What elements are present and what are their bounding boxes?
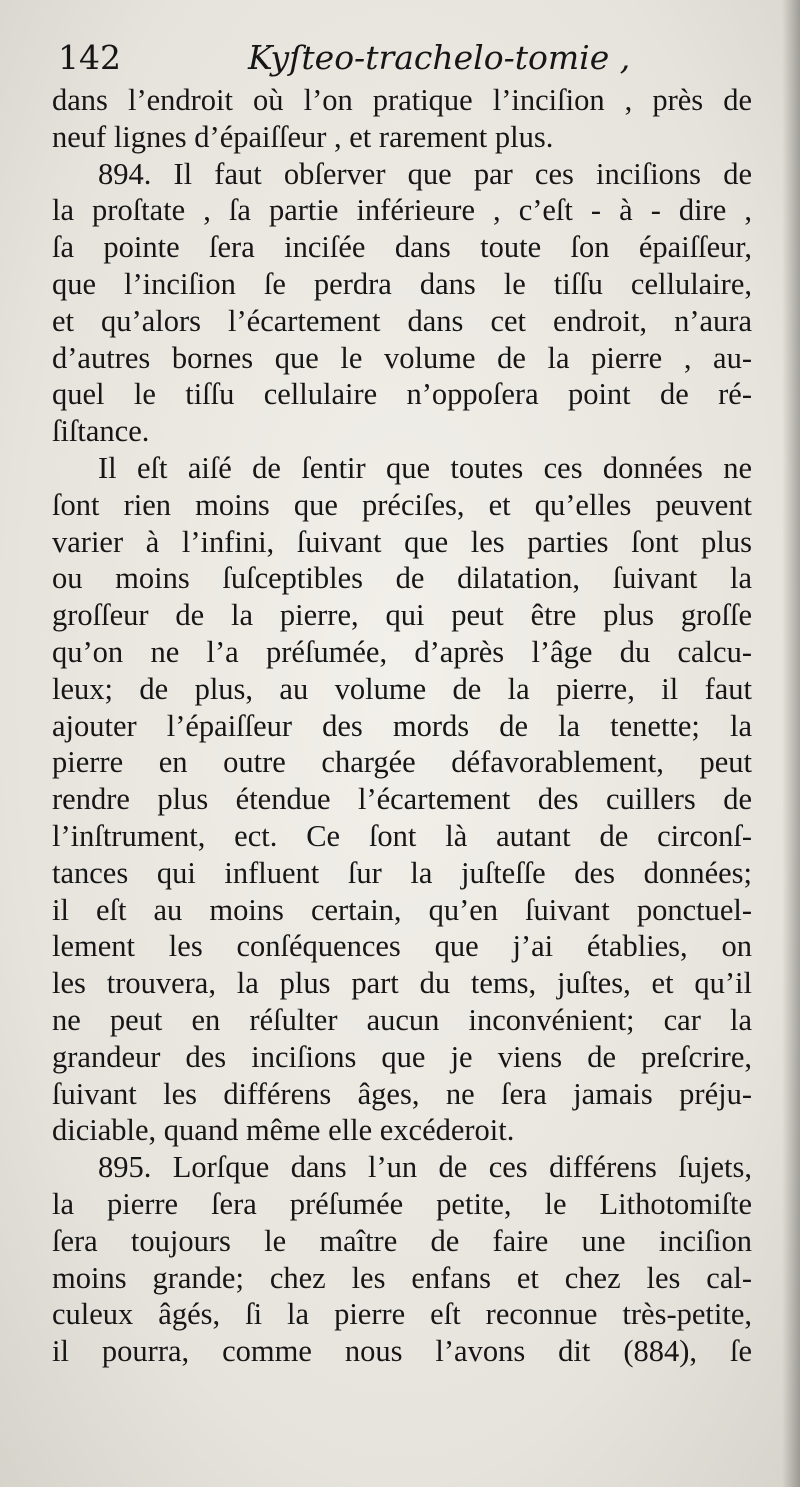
text-line: il eſt au moins certain, qu’en ſuivant ponctuel- bbox=[52, 892, 752, 927]
text-line: groſſeur de la pierre, qui peut être plus groſſe bbox=[52, 598, 752, 633]
text-line: varier à l’infini, ſuivant que les parties ſont plus bbox=[52, 524, 752, 559]
text-line: moins grande; chez les enfans et chez les cal- bbox=[52, 1260, 752, 1295]
text-line: 895. Lorſque dans l’un de ces différens ſujets, bbox=[98, 1150, 752, 1185]
text-line: culeux âgés, ſi la pierre eſt reconnue très-petite, bbox=[52, 1297, 752, 1332]
text-line: ne peut en réſulter aucun inconvénient; car la bbox=[52, 1002, 752, 1037]
text-line: rendre plus étendue l’écartement des cuillers de bbox=[52, 782, 752, 817]
text-line: quel le tiſſu cellulaire n’oppoſera point de ré- bbox=[52, 377, 752, 412]
text-line: ſiſtance. bbox=[52, 414, 150, 449]
text-line: leux; de plus, au volume de la pierre, il faut bbox=[52, 671, 752, 706]
text-line: ſera toujours le maître de faire une inciſion bbox=[52, 1223, 752, 1258]
text-line: la proſtate , ſa partie inférieure , c’eſt - à - dire , bbox=[52, 193, 752, 228]
text-line: tances qui influent ſur la juſteſſe des données; bbox=[52, 855, 752, 890]
running-head: Kyſteo-trachelo-tomie , bbox=[248, 38, 631, 77]
text-line: ajouter l’épaiſſeur des mords de la tenette; la bbox=[52, 708, 752, 743]
text-line: ſuivant les différens âges, ne ſera jamais préju- bbox=[52, 1076, 752, 1111]
text-line: l’inſtrument, ect. Ce ſont là autant de circonſ- bbox=[52, 818, 752, 853]
page-number: 142 bbox=[58, 38, 121, 77]
body-text bbox=[52, 82, 752, 1370]
text-line: qu’on ne l’a préſumée, d’après l’âge du calcu- bbox=[52, 634, 752, 669]
text-line: que l’inciſion ſe perdra dans le tiſſu cellulaire, bbox=[52, 266, 752, 301]
text-line: les trouvera, la plus part du tems, juſtes, et qu’il bbox=[52, 966, 752, 1001]
page-edge-shadow bbox=[782, 0, 800, 1487]
text-line: ſont rien moins que préciſes, et qu’elles peuvent bbox=[52, 487, 752, 522]
page-header bbox=[58, 38, 752, 86]
text-line: Il eſt aiſé de ſentir que toutes ces données ne bbox=[98, 450, 752, 485]
text-line: et qu’alors l’écartement dans cet endroit, n’aura bbox=[52, 303, 752, 338]
text-line: la pierre ſera préſumée petite, le Lithotomiſte bbox=[52, 1186, 752, 1221]
text-line: ſa pointe ſera inciſée dans toute ſon épaiſſeur, bbox=[52, 230, 752, 265]
text-line: neuf lignes d’épaiſſeur , et rarement plus. bbox=[52, 119, 554, 154]
text-line: grandeur des inciſions que je viens de preſcrire, bbox=[52, 1039, 752, 1074]
text-line: il pourra, comme nous l’avons dit (884), ſe bbox=[52, 1334, 752, 1369]
text-line: pierre en outre chargée défavorablement, peut bbox=[52, 745, 752, 780]
text-line: dans l’endroit où l’on pratique l’inciſion , près de bbox=[52, 83, 752, 117]
text-line: d’autres bornes que le volume de la pierre , au- bbox=[52, 340, 752, 375]
text-line: ou moins ſuſceptibles de dilatation, ſuivant la bbox=[52, 561, 752, 596]
text-line: diciable, quand même elle excéderoit. bbox=[52, 1113, 515, 1148]
text-line: lement les conſéquences que j’ai établies, on bbox=[52, 929, 752, 964]
text-line: 894. Il faut obſerver que par ces inciſions de bbox=[98, 156, 752, 191]
